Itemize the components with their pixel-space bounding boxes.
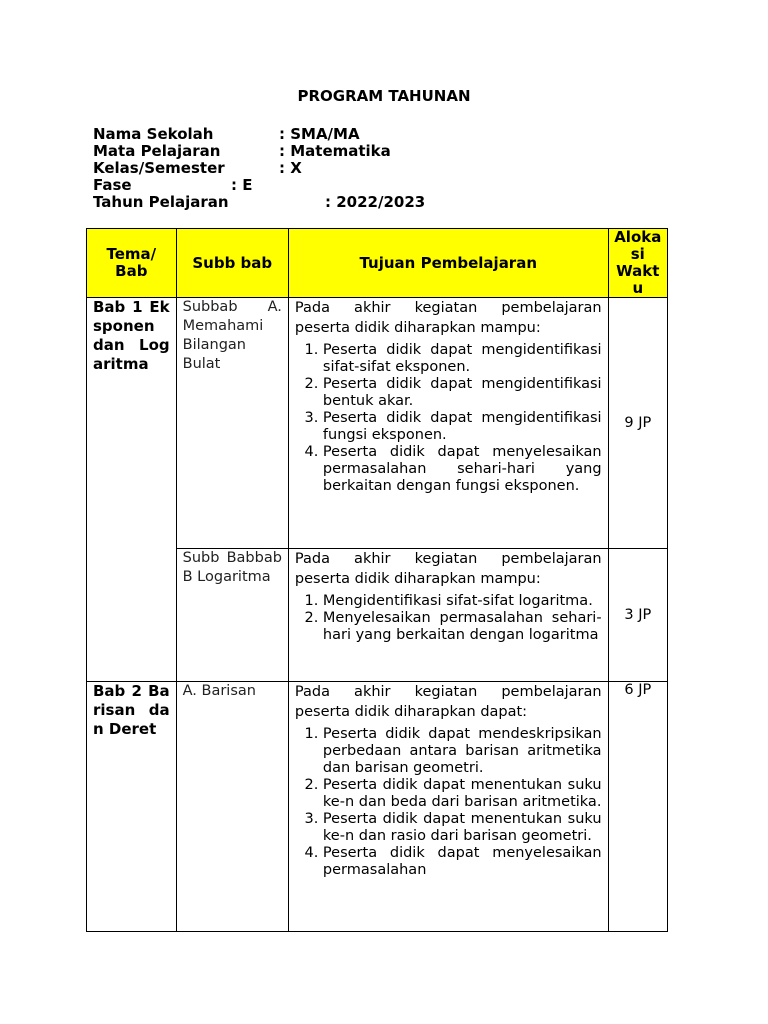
tujuan-list [295,342,602,495]
info-label: Mata Pelajaran [93,142,221,160]
subbab-cell: Subb Babbab B Logaritma [176,549,288,682]
tujuan-cell [288,298,608,549]
tujuan-intro: Pada akhir kegiatan pembelajaran peserta didik diharapkan mampu: [294,300,602,336]
list-item: 1. Peserta didik dapat mengidentifikasi sifat-sifat eksponen. [323,342,602,376]
tujuan-intro: Pada akhir kegiatan pembelajaran peserta didik diharapkan dapat: [294,684,602,720]
list-item: 1. Mengidentifikasi sifat-sifat logaritma. [323,593,602,610]
tujuan-intro: Pada akhir kegiatan pembelajaran peserta didik diharapkan mampu: [294,551,602,587]
alokasi-cell: 6 JP [608,682,667,932]
document-title: PROGRAM TAHUNAN [297,87,471,105]
tema-cell: Bab 1 Eksponen dan Logaritma [87,298,177,682]
tujuan-cell [288,682,608,932]
list-item: 3. Peserta didik dapat menentukan suku ke-n dan rasio dari barisan geometri. [323,811,602,845]
tema-cell: Bab 2 Barisan dan Deret [87,682,177,932]
subbab-cell: A. Barisan [176,682,288,932]
info-value: : X [279,159,302,177]
list-item: 3. Peserta didik dapat mengidentifikasi fungsi eksponen. [323,410,602,444]
info-value: : 2022/2023 [325,193,426,211]
list-item: 2. Peserta didik dapat mengidentifikasi bentuk akar. [323,376,602,410]
table-row [87,298,668,549]
info-value: : E [231,176,253,194]
table-row [87,682,668,932]
alokasi-cell: 9 JP [608,298,667,549]
list-item: 2. Peserta didik dapat menentukan suku ke-n dan beda dari barisan aritmetika. [323,777,602,811]
info-value: : Matematika [279,142,391,160]
list-item: 4. Peserta didik dapat menyelesaikan permasalahan [323,845,602,879]
tujuan-cell [288,549,608,682]
table-header-row [87,229,668,298]
header-subbab: Subb bab [176,229,288,298]
tujuan-list [295,726,602,879]
header-alokasi: Aloka si Wakt u [608,229,667,298]
list-item: 4. Peserta didik dapat menyelesaikan permasalahan sehari-hari yang berkaitan dengan fungsi eksponen. [323,444,602,495]
info-label: Nama Sekolah [93,125,214,143]
header-tujuan: Tujuan Pembelajaran [288,229,608,298]
info-label: Tahun Pelajaran [93,193,229,211]
list-item: 2. Menyelesaikan permasalahan sehari-hari yang berkaitan dengan logaritma [323,610,602,644]
info-value: : SMA/MA [279,125,360,143]
tujuan-list [295,593,602,644]
info-label: Kelas/Semester [93,159,225,177]
info-label: Fase [93,176,132,194]
alokasi-cell: 3 JP [608,549,667,682]
list-item: 1. Peserta didik dapat mendeskripsikan perbedaan antara barisan aritmetika dan barisan geometri. [323,726,602,777]
subbab-cell: Subbab A. Memahami Bilangan Bulat [176,298,288,549]
header-tema: Tema/ Bab [87,229,177,298]
annual-program-table [86,228,668,932]
